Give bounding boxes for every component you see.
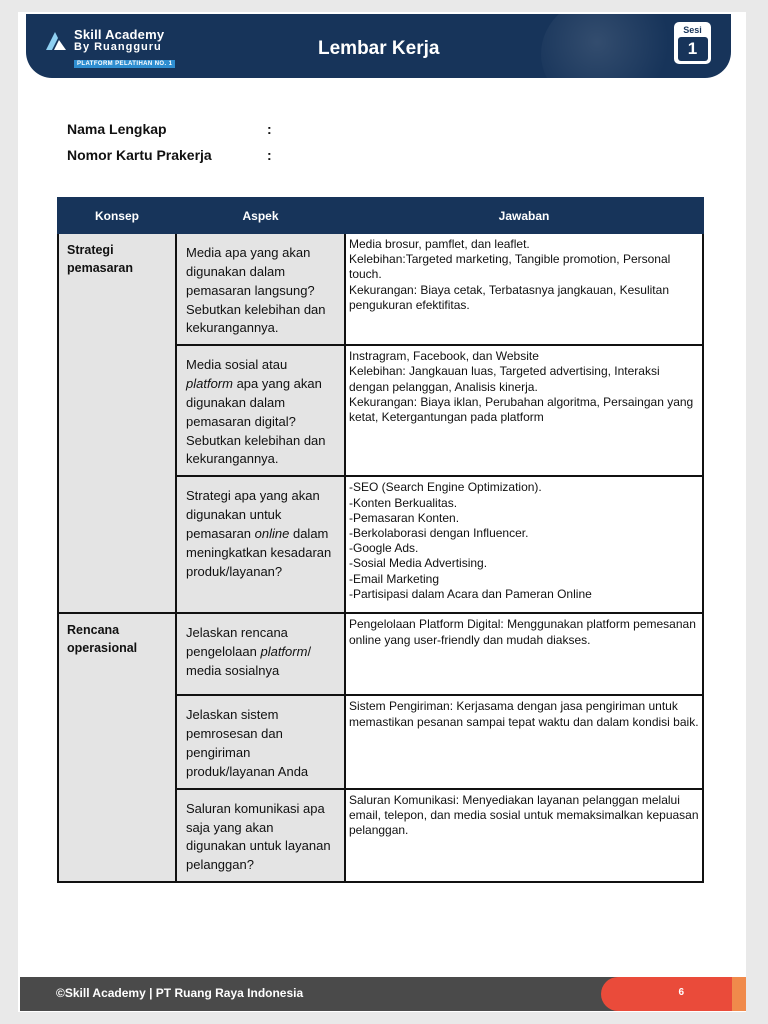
aspek-text: / media sosialnya (186, 644, 312, 678)
name-label: Nama Lengkap (67, 121, 167, 137)
konsep-cell-rencana (58, 613, 176, 882)
jawaban-text: Kelebihan:Targeted marketing, Tangible promotion, Personal touch. (349, 252, 671, 282)
logo-mark-icon (44, 30, 68, 52)
konsep-text: pemasaran (67, 260, 134, 275)
card-number-row (67, 142, 272, 168)
logo-subtitle: By Ruangguru (74, 41, 162, 53)
jawaban-cell (345, 695, 703, 788)
jawaban-text: -Berkolaborasi dengan Influencer. (349, 525, 529, 540)
footer-copyright: ©Skill Academy | PT Ruang Raya Indonesia (56, 986, 304, 1000)
jawaban-cell (345, 789, 703, 882)
logo-title: Skill Academy (74, 27, 165, 42)
session-badge (672, 20, 713, 66)
header-jawaban: Jawaban (345, 198, 703, 233)
aspek-cell (176, 476, 345, 613)
aspek-cell (176, 345, 345, 476)
participant-info (67, 116, 272, 168)
name-row (67, 116, 272, 142)
table-row (58, 613, 703, 695)
jawaban-cell (345, 476, 703, 613)
aspek-text: Jelaskan sistem pemrosesan dan pengiriman produk/layanan Anda (186, 707, 309, 779)
jawaban-cell (345, 613, 703, 695)
jawaban-text: Instragram, Facebook, dan Website (349, 349, 539, 364)
aspek-text: apa yang akan digunakan dalam pemasaran digital? Sebutkan kelebihan dan kekurangannya. (186, 376, 326, 467)
aspek-cell (176, 789, 345, 882)
aspek-text-italic: platform (260, 644, 308, 660)
konsep-text: operasional (67, 640, 138, 655)
jawaban-text: -Email Marketing (349, 571, 440, 586)
session-label: Sesi (683, 25, 702, 35)
worksheet-page (18, 12, 746, 1012)
jawaban-text: -Konten Berkualitas. (349, 495, 458, 510)
aspek-cell (176, 233, 345, 345)
jawaban-text: -Sosial Media Advertising. (349, 556, 488, 571)
logo-tagline: PLATFORM PELATIHAN NO. 1 (74, 60, 175, 68)
jawaban-cell (345, 233, 703, 345)
aspek-text-italic: platform (186, 376, 233, 392)
skill-academy-logo (44, 28, 175, 69)
jawaban-text: Pengelolaan Platform Digital: Menggunakan platform pemesanan online yang user-friendly dan mudah diakses. (349, 617, 696, 647)
footer-band (20, 977, 746, 1011)
aspek-text: Media sosial atau (186, 357, 288, 373)
aspek-text: Saluran komunikasi apa saja yang akan digunakan untuk layanan pelanggan? (186, 800, 331, 873)
aspek-text: Media apa yang akan digunakan dalam pemasaran langsung? Sebutkan kelebihan dan kekurangannya. (186, 245, 326, 336)
jawaban-text: -Google Ads. (349, 541, 419, 556)
konsep-text: Rencana (67, 623, 120, 638)
header-decoration (541, 14, 681, 78)
header-band (26, 14, 731, 78)
card-number-colon: : (267, 147, 272, 163)
page-title: Lembar Kerja (318, 38, 440, 59)
aspek-cell (176, 695, 345, 788)
table-row (58, 233, 703, 345)
page-number: 6 (678, 987, 684, 998)
header-konsep: Konsep (58, 198, 176, 233)
name-colon: : (267, 121, 272, 137)
worksheet-table (57, 197, 704, 883)
aspek-text: Strategi apa yang akan digunakan untuk pemasaran (186, 488, 320, 541)
header-aspek: Aspek (176, 198, 345, 233)
jawaban-cell (345, 345, 703, 476)
aspek-text: dalam meningkatkan kesadaran produk/layanan? (186, 525, 332, 579)
footer-accent (601, 977, 746, 1011)
aspek-text: Jelaskan rencana pengelolaan (186, 625, 288, 660)
jawaban-text: Kekurangan: Biaya cetak, Terbatasnya jangkauan, Kesulitan pengukuran efektifitas. (349, 282, 669, 312)
jawaban-text: -Pemasaran Konten. (349, 510, 460, 525)
jawaban-text: Kelebihan: Jangkauan luas, Targeted advertising, Interaksi dengan pelanggan, Analisis kinerja. (349, 364, 660, 394)
card-number-label: Nomor Kartu Prakerja (67, 147, 212, 163)
table-header-row (58, 198, 703, 233)
konsep-cell-strategi (58, 233, 176, 613)
aspek-cell (176, 613, 345, 695)
konsep-text: Strategi (67, 243, 114, 257)
session-number: 1 (678, 37, 708, 61)
jawaban-text: Kekurangan: Biaya iklan, Perubahan algoritma, Persaingan yang ketat, Ketergantungan pada platform (349, 394, 694, 425)
aspek-text-italic: online (254, 525, 290, 541)
jawaban-text: Saluran Komunikasi: Menyediakan layanan pelanggan melalui email, telepon, dan media sosial untuk memaksimalkan kepuasan pelanggan. (349, 792, 699, 838)
jawaban-text: -SEO (Search Engine Optimization). (349, 480, 542, 495)
jawaban-text: -Partisipasi dalam Acara dan Pameran Online (349, 586, 592, 601)
footer-stripe (732, 977, 746, 1011)
jawaban-text: Media brosur, pamflet, dan leaflet. (349, 237, 530, 251)
jawaban-text: Sistem Pengiriman: Kerjasama dengan jasa pengiriman untuk memastikan pesanan sampai tepat waktu dan dalam kondisi baik. (349, 699, 699, 729)
